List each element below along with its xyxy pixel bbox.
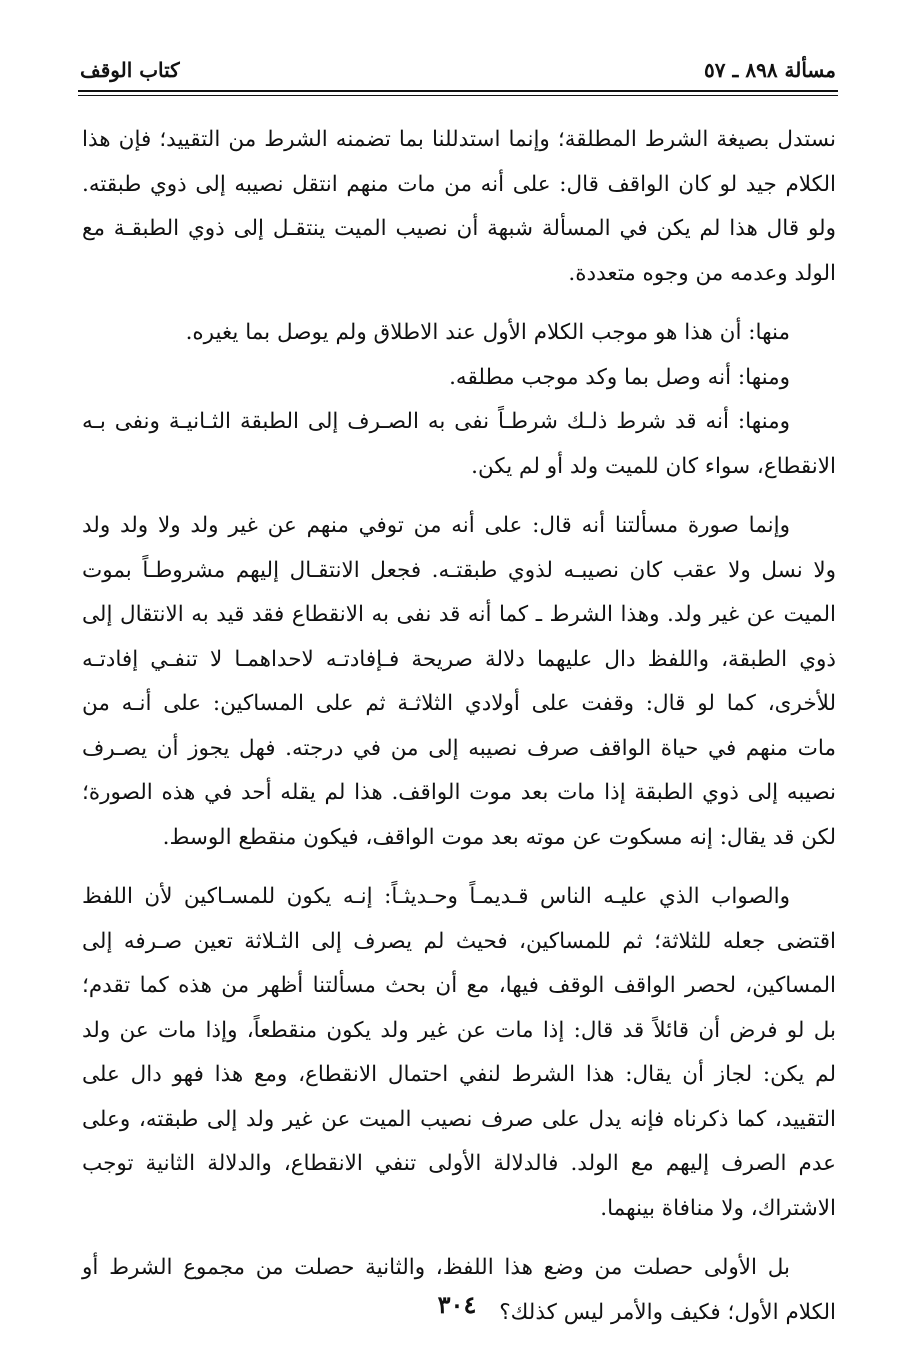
header-book-title: كتاب الوقف xyxy=(80,58,180,82)
text-line: ذوي الطبقة، واللفظ دال عليهما دلالة صريحة فـإفادتـه لاحداهمـا لا تنفـي إفادتـه xyxy=(82,646,836,672)
page-number: ٣٠٤ xyxy=(437,1290,477,1319)
running-header xyxy=(80,56,836,86)
text-line: لكن قد يقال: إنه مسكوت عن موته بعد موت الواقف، فيكون منقطع الوسط. xyxy=(162,824,836,850)
header-issue-title: مسألة ٨٩٨ ـ ٥٧ xyxy=(704,58,836,82)
text-line: الميت عن غير ولد. وهذا الشرط ـ كما أنه قد نفى به الانقطاع فقد قيد به الانتقال إلى xyxy=(82,602,836,627)
text-line: نصيبه إلى ذوي الطبقة إذا مات بعد موت الواقف. هذا لم يقله أحد في هذه الصورة؛ xyxy=(82,780,836,805)
header-rule-thin xyxy=(78,95,838,96)
text-line: عدم الصرف إليهم مع الولد. فالدلالة الأولى تنفي الانقطاع، والدلالة الثانية توجب xyxy=(82,1151,836,1176)
text-line: بل لو فرض أن قائلاً قد قال: إذا مات عن غير ولد يكون منقطعاً، وإذا مات عن ولد xyxy=(82,1017,836,1043)
paragraph-6 xyxy=(82,875,836,1231)
text-line: منها: أن هذا هو موجب الكلام الأول عند الاطلاق ولم يوصل بما يغيره. xyxy=(185,320,790,345)
header-rule-thick xyxy=(78,90,838,92)
text-line: ومنها: أنه وصل بما وكد موجب مطلقه. xyxy=(449,364,790,390)
text-line: الكلام جيد لو كان الواقف قال: على أنه من مات منهم انتقل نصيبه إلى ذوي طبقته. xyxy=(82,171,836,197)
text-line: للأخرى، كما لو قال: وقفت على أولادي الثلاثـة ثم على المساكين: على أنـه من xyxy=(82,691,836,716)
paragraph-4 xyxy=(82,400,836,489)
main-text xyxy=(82,118,836,1350)
text-line: الولد وعدمه من وجوه متعددة. xyxy=(568,260,836,286)
text-line: وإنما صورة مسألتنا أنه قال: على أنه من توفي منهم عن غير ولد ولا ولد ولد xyxy=(82,513,790,538)
text-line: ولا نسل ولا عقب كان نصيبـه لذوي طبقتـه. فجعل الانتقـال إليهم مشروطـاً بموت xyxy=(82,557,836,583)
text-line: اقتضى جعله للثلاثة؛ ثم للمساكين، فحيث لم يصرف إلى الثـلاثة تعين صـرفه إلى xyxy=(82,928,836,954)
text-line: التقييد، كما ذكرناه فإنه يدل على صرف نصيب الميت عن غير ولد إلى طبقته، وعلى xyxy=(82,1106,836,1132)
text-line: المساكين، لحصر الواقف الوقف فيها، مع أن بحث مسألتنا أظهر من هذه كما تقدم؛ xyxy=(82,973,836,998)
text-line: نستدل بصيغة الشرط المطلقة؛ وإنما استدللنا بما تضمنه الشرط من التقييد؛ فإن هذا xyxy=(82,127,836,152)
text-line: ولو قال هذا لم يكن في المسألة شبهة أن نصيب الميت ينتقـل إلى ذوي الطبقـة مع xyxy=(82,216,836,241)
text-line: مات منهم في حياة الواقف صرف نصيبه إلى من في درجته. فهل يجوز أن يصـرف xyxy=(82,735,836,761)
paragraph-3 xyxy=(82,356,836,401)
paragraph-2 xyxy=(82,311,836,356)
text-line: الاشتراك، ولا منافاة بينهما. xyxy=(600,1195,836,1221)
paragraph-1 xyxy=(82,118,836,296)
text-line: بل الأولى حصلت من وضع هذا اللفظ، والثانية حصلت من مجموع الشرط أو xyxy=(82,1255,790,1280)
paragraph-5 xyxy=(82,504,836,860)
text-line: الانقطاع، سواء كان للميت ولد أو لم يكن. xyxy=(471,453,836,479)
text-line: ومنها: أنه قد شرط ذلـك شرطـاً نفى به الصـرف إلى الطبقة الثـانيـة ونفى بـه xyxy=(82,409,790,434)
text-line: لم يكن: لجاز أن يقال: هذا الشرط لنفي احتمال الانقطاع، ومع هذا فهو دال على xyxy=(82,1062,836,1087)
text-line: والصواب الذي عليـه الناس قـديمـاً وحـديثـاً: إنـه يكون للمسـاكين لأن اللفظ xyxy=(82,884,790,909)
text-line: الكلام الأول؛ فكيف والأمر ليس كذلك؟ xyxy=(499,1299,836,1325)
